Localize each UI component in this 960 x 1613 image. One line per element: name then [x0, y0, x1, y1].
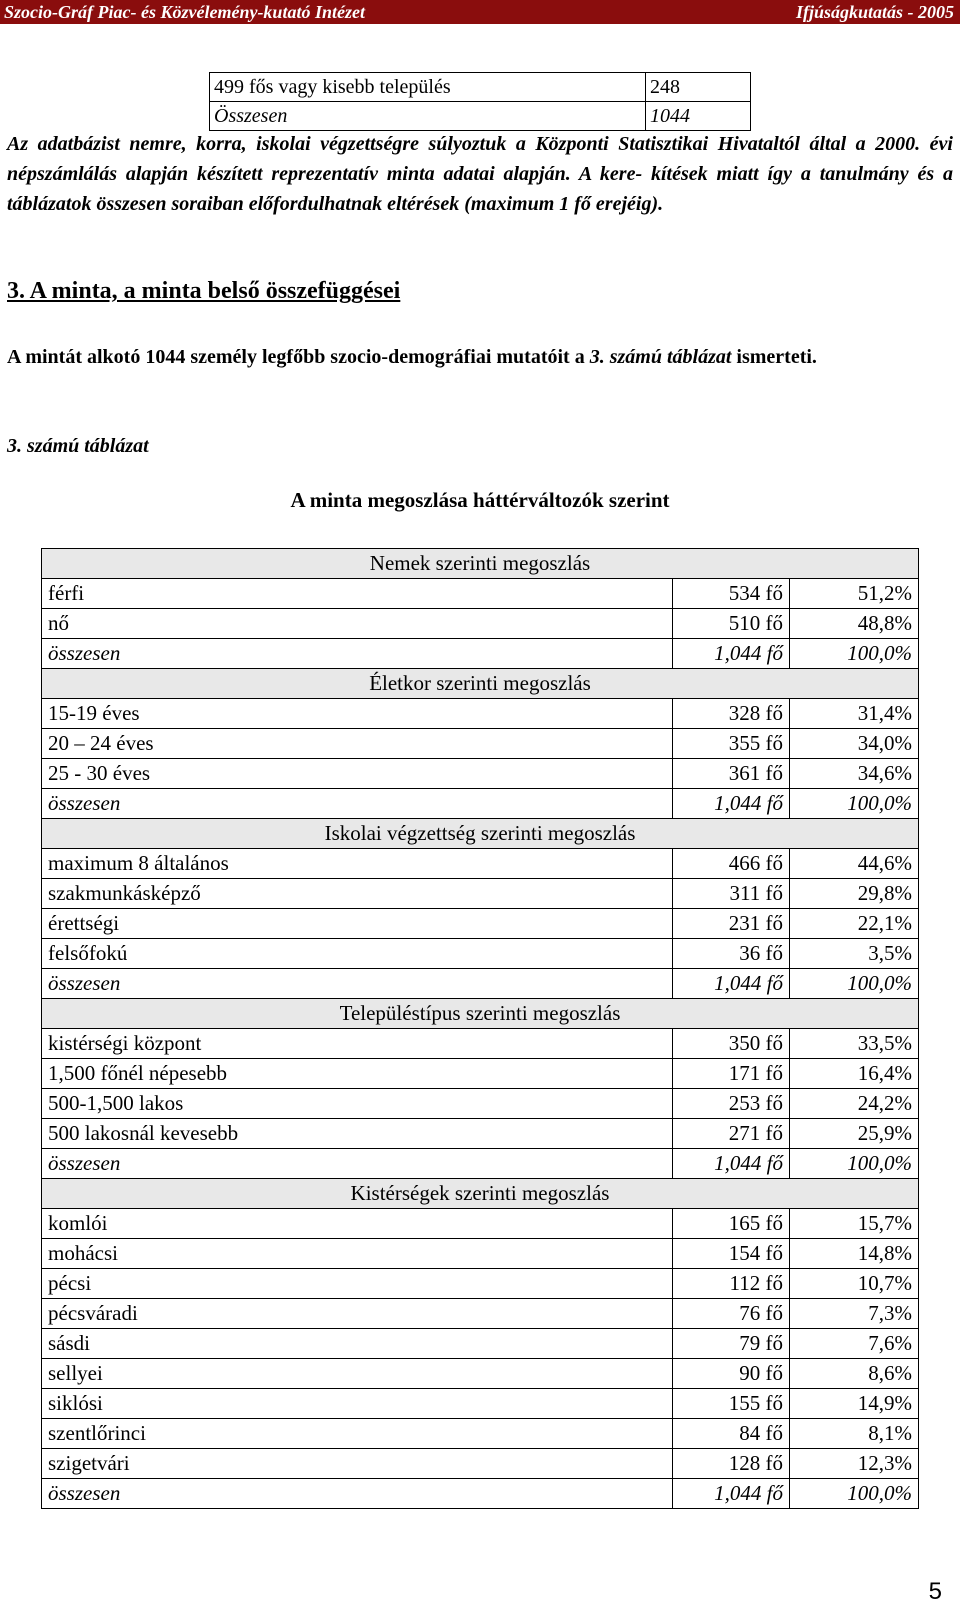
table-row-total: [42, 1149, 919, 1179]
table-caption: 3. számú táblázat: [7, 435, 149, 457]
row-count: 253 fő: [673, 1089, 790, 1119]
table-row-total: [210, 102, 751, 131]
row-count: 36 fő: [673, 939, 790, 969]
row-count: 76 fő: [673, 1299, 790, 1329]
row-label: sásdi: [42, 1329, 673, 1359]
table-row: [42, 1449, 919, 1479]
intro-paragraph: [7, 343, 953, 371]
row-label: szigetvári: [42, 1449, 673, 1479]
header-project: Ifjúságkutatás - 2005: [795, 2, 954, 22]
settlement-summary-table: [209, 72, 751, 131]
row-count: 361 fő: [673, 759, 790, 789]
row-count: 534 fő: [673, 579, 790, 609]
row-label: 499 fős vagy kisebb település: [210, 73, 646, 102]
row-percent: 100,0%: [790, 1149, 919, 1179]
row-label: érettségi: [42, 909, 673, 939]
table-row: [42, 759, 919, 789]
table-row: [42, 939, 919, 969]
row-percent: 100,0%: [790, 639, 919, 669]
row-label: 25 - 30 éves: [42, 759, 673, 789]
table-row: [42, 1089, 919, 1119]
row-count: 155 fő: [673, 1389, 790, 1419]
row-label: felsőfokú: [42, 939, 673, 969]
row-label: összesen: [42, 789, 673, 819]
row-label: 1,500 főnél népesebb: [42, 1059, 673, 1089]
row-count: 466 fő: [673, 849, 790, 879]
group-heading-row: [42, 1179, 919, 1209]
table-row-total: [42, 969, 919, 999]
sample-distribution-table: [41, 548, 919, 1509]
page-header: [0, 0, 960, 24]
row-count: 171 fő: [673, 1059, 790, 1089]
section-heading: 3. A minta, a minta belső összefüggései: [7, 278, 401, 304]
row-count: 112 fő: [673, 1269, 790, 1299]
group-heading-row: [42, 669, 919, 699]
table-row: [42, 699, 919, 729]
table-row-total: [42, 789, 919, 819]
table-row: [42, 1419, 919, 1449]
table-row: [42, 1299, 919, 1329]
group-heading: Életkor szerinti megoszlás: [42, 669, 919, 699]
row-count: 350 fő: [673, 1029, 790, 1059]
table-row: [42, 729, 919, 759]
table-row: [42, 1269, 919, 1299]
row-count: 355 fő: [673, 729, 790, 759]
row-count: 328 fő: [673, 699, 790, 729]
page-number: 5: [928, 1578, 942, 1605]
row-percent: 34,0%: [790, 729, 919, 759]
group-heading-row: [42, 999, 919, 1029]
row-count: 165 fő: [673, 1209, 790, 1239]
row-percent: 14,9%: [790, 1389, 919, 1419]
row-label: nő: [42, 609, 673, 639]
row-label: kistérségi központ: [42, 1029, 673, 1059]
row-count: 1,044 fő: [673, 639, 790, 669]
group-heading-row: [42, 819, 919, 849]
row-label: összesen: [42, 1479, 673, 1509]
row-percent: 14,8%: [790, 1239, 919, 1269]
row-percent: 51,2%: [790, 579, 919, 609]
table-row: [42, 1359, 919, 1389]
table-row: [42, 1119, 919, 1149]
row-count: 1,044 fő: [673, 969, 790, 999]
group-heading: Nemek szerinti megoszlás: [42, 549, 919, 579]
row-percent: 16,4%: [790, 1059, 919, 1089]
row-count: 79 fő: [673, 1329, 790, 1359]
row-label: pécsi: [42, 1269, 673, 1299]
row-label: 500-1,500 lakos: [42, 1089, 673, 1119]
row-value: 248: [646, 73, 751, 102]
row-label: mohácsi: [42, 1239, 673, 1269]
group-heading: Kistérségek szerinti megoszlás: [42, 1179, 919, 1209]
intro-text-after: ismerteti.: [731, 346, 817, 368]
table-row: [42, 849, 919, 879]
table-row: [42, 1329, 919, 1359]
row-count: 510 fő: [673, 609, 790, 639]
group-heading-row: [42, 549, 919, 579]
row-percent: 29,8%: [790, 879, 919, 909]
row-percent: 44,6%: [790, 849, 919, 879]
row-label: komlói: [42, 1209, 673, 1239]
row-count: 1,044 fő: [673, 1149, 790, 1179]
row-percent: 22,1%: [790, 909, 919, 939]
row-percent: 12,3%: [790, 1449, 919, 1479]
table-row: [42, 879, 919, 909]
row-count: 90 fő: [673, 1359, 790, 1389]
row-label: összesen: [42, 969, 673, 999]
row-percent: 34,6%: [790, 759, 919, 789]
row-label: szentlőrinci: [42, 1419, 673, 1449]
table-row: [42, 909, 919, 939]
table-row: [210, 73, 751, 102]
row-percent: 100,0%: [790, 1479, 919, 1509]
row-label: férfi: [42, 579, 673, 609]
row-count: 231 fő: [673, 909, 790, 939]
row-percent: 15,7%: [790, 1209, 919, 1239]
row-count: 311 fő: [673, 879, 790, 909]
row-label: összesen: [42, 1149, 673, 1179]
table-reference: 3. számú táblázat: [589, 346, 732, 368]
row-label: pécsváradi: [42, 1299, 673, 1329]
table-row: [42, 579, 919, 609]
row-label: 500 lakosnál kevesebb: [42, 1119, 673, 1149]
row-count: 1,044 fő: [673, 789, 790, 819]
weighting-note: Az adatbázist nemre, korra, iskolai végzettségre súlyoztuk a Központi Statisztikai Hivataltól által a 2000. évi népszámlálás alapján készített reprezentatív minta adatai alapján. A kere- kítések miatt így a tanulmány és a táblázatok összesen soraiban előfordulhatnak eltérések (maximum 1 fő erejéig).: [7, 133, 953, 215]
row-percent: 25,9%: [790, 1119, 919, 1149]
group-heading: Iskolai végzettség szerinti megoszlás: [42, 819, 919, 849]
row-percent: 33,5%: [790, 1029, 919, 1059]
table-row: [42, 609, 919, 639]
table-row-total: [42, 639, 919, 669]
table-row: [42, 1059, 919, 1089]
row-label: szakmunkásképző: [42, 879, 673, 909]
row-percent: 100,0%: [790, 969, 919, 999]
row-count: 1,044 fő: [673, 1479, 790, 1509]
table-row-total: [42, 1479, 919, 1509]
row-percent: 7,3%: [790, 1299, 919, 1329]
row-count: 84 fő: [673, 1419, 790, 1449]
row-count: 154 fő: [673, 1239, 790, 1269]
header-institute: Szocio-Gráf Piac- és Közvélemény-kutató Intézet: [4, 2, 365, 22]
row-label: 15-19 éves: [42, 699, 673, 729]
row-label: maximum 8 általános: [42, 849, 673, 879]
table-row: [42, 1029, 919, 1059]
row-percent: 7,6%: [790, 1329, 919, 1359]
row-percent: 31,4%: [790, 699, 919, 729]
table-row: [42, 1389, 919, 1419]
table-title: A minta megoszlása háttérváltozók szerint: [290, 488, 670, 512]
row-percent: 3,5%: [790, 939, 919, 969]
row-label: Összesen: [210, 102, 646, 131]
group-heading: Településtípus szerinti megoszlás: [42, 999, 919, 1029]
row-label: összesen: [42, 639, 673, 669]
row-label: sellyei: [42, 1359, 673, 1389]
row-percent: 10,7%: [790, 1269, 919, 1299]
row-count: 271 fő: [673, 1119, 790, 1149]
row-value: 1044: [646, 102, 751, 131]
row-percent: 48,8%: [790, 609, 919, 639]
row-label: 20 – 24 éves: [42, 729, 673, 759]
intro-text-before: A mintát alkotó 1044 személy legfőbb szocio-demográfiai mutatóit a: [7, 346, 590, 368]
row-percent: 8,1%: [790, 1419, 919, 1449]
row-percent: 24,2%: [790, 1089, 919, 1119]
row-label: siklósi: [42, 1389, 673, 1419]
table-row: [42, 1239, 919, 1269]
row-percent: 100,0%: [790, 789, 919, 819]
row-count: 128 fő: [673, 1449, 790, 1479]
table-row: [42, 1209, 919, 1239]
row-percent: 8,6%: [790, 1359, 919, 1389]
